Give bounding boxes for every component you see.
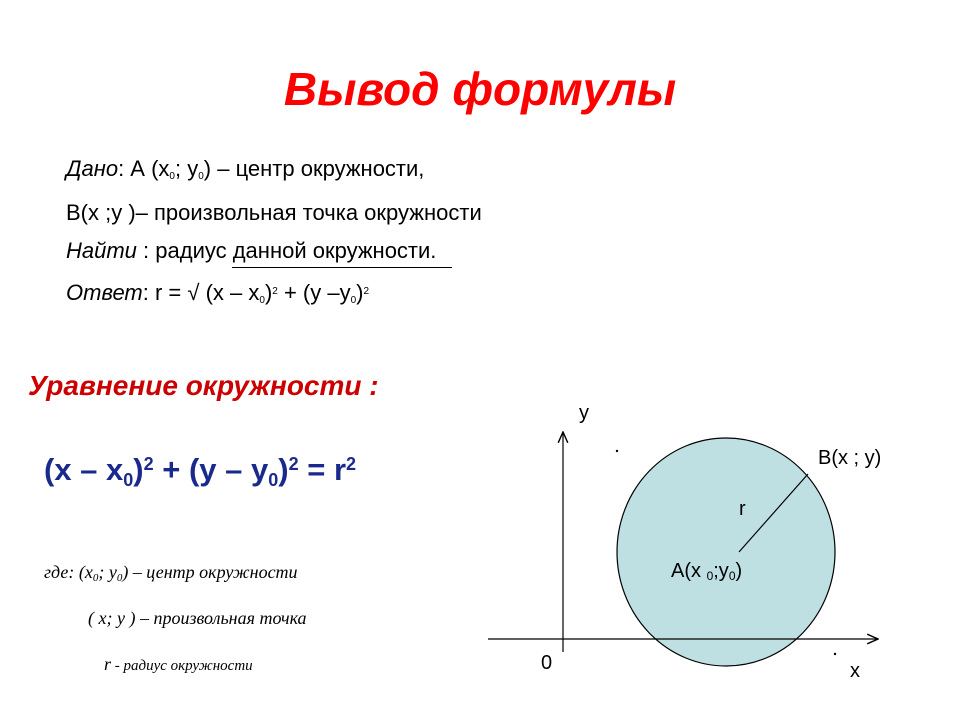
x-axis-label: x	[850, 660, 860, 682]
superscript: 2	[346, 454, 357, 474]
given-text: ; у	[174, 156, 199, 181]
center-a-label	[671, 560, 742, 583]
eq-part: )	[278, 452, 289, 487]
subscript: 0	[123, 470, 134, 490]
subscript: 0	[92, 572, 99, 584]
superscript: 2	[288, 454, 299, 474]
subscript: 0	[198, 171, 204, 182]
where-line-point: ( x; y ) – произвольная точка	[88, 608, 307, 628]
where-text: - радиус окружности	[111, 658, 253, 674]
find-text: : радиус данной окружности.	[136, 238, 437, 263]
subscript: 0	[169, 171, 175, 182]
equation-heading: Уравнение окружности :	[28, 370, 379, 401]
find-label: Найти	[66, 238, 137, 263]
origin-label: 0	[541, 652, 553, 674]
eq-part: = r	[298, 452, 347, 487]
answer-line: Ответ: r = √ $(х - х_0)^2 + (у$ $-у_0)^2$	[66, 280, 370, 306]
where-r: r	[104, 654, 112, 674]
dot-marker	[834, 653, 836, 655]
radius-label: r	[739, 498, 746, 520]
y-axis-label: y	[579, 402, 589, 424]
answer-label: Ответ	[66, 280, 143, 305]
where-text: ) – центр окружности	[122, 562, 298, 582]
subscript: 0	[116, 572, 123, 584]
subscript: 0	[350, 295, 357, 306]
subscript: 0	[728, 569, 736, 583]
eq-part: )	[133, 452, 144, 487]
superscript: 2	[363, 286, 370, 297]
arbitrary-point-line: В(х ;у )– произвольная точка окружности	[66, 200, 482, 225]
circle	[617, 438, 835, 666]
answer-text: + (у –у	[277, 280, 351, 305]
subscript: 0	[259, 295, 265, 306]
given-text: ) – центр окружности,	[203, 156, 425, 181]
center-text: A(x	[671, 560, 707, 582]
superscript: 2	[143, 454, 154, 474]
dot-marker	[616, 450, 618, 452]
answer-text: : r = √ (х – х	[142, 280, 260, 305]
eq-part: (x – x	[44, 452, 124, 487]
given-label: Дано	[66, 156, 119, 181]
point-b-label: B(x ; y)	[818, 447, 882, 469]
subscript: 0	[706, 569, 714, 583]
center-text: ;y	[713, 560, 729, 582]
subscript: 0	[268, 470, 279, 490]
superscript: 2	[272, 286, 278, 297]
where-text: ; y	[98, 562, 117, 582]
where-text: где: (x	[44, 562, 93, 582]
center-text: )	[735, 560, 743, 582]
eq-part: + (y – y	[153, 452, 269, 487]
given-text: : А (х	[118, 156, 170, 181]
page-title: Вывод формулы	[283, 63, 677, 115]
